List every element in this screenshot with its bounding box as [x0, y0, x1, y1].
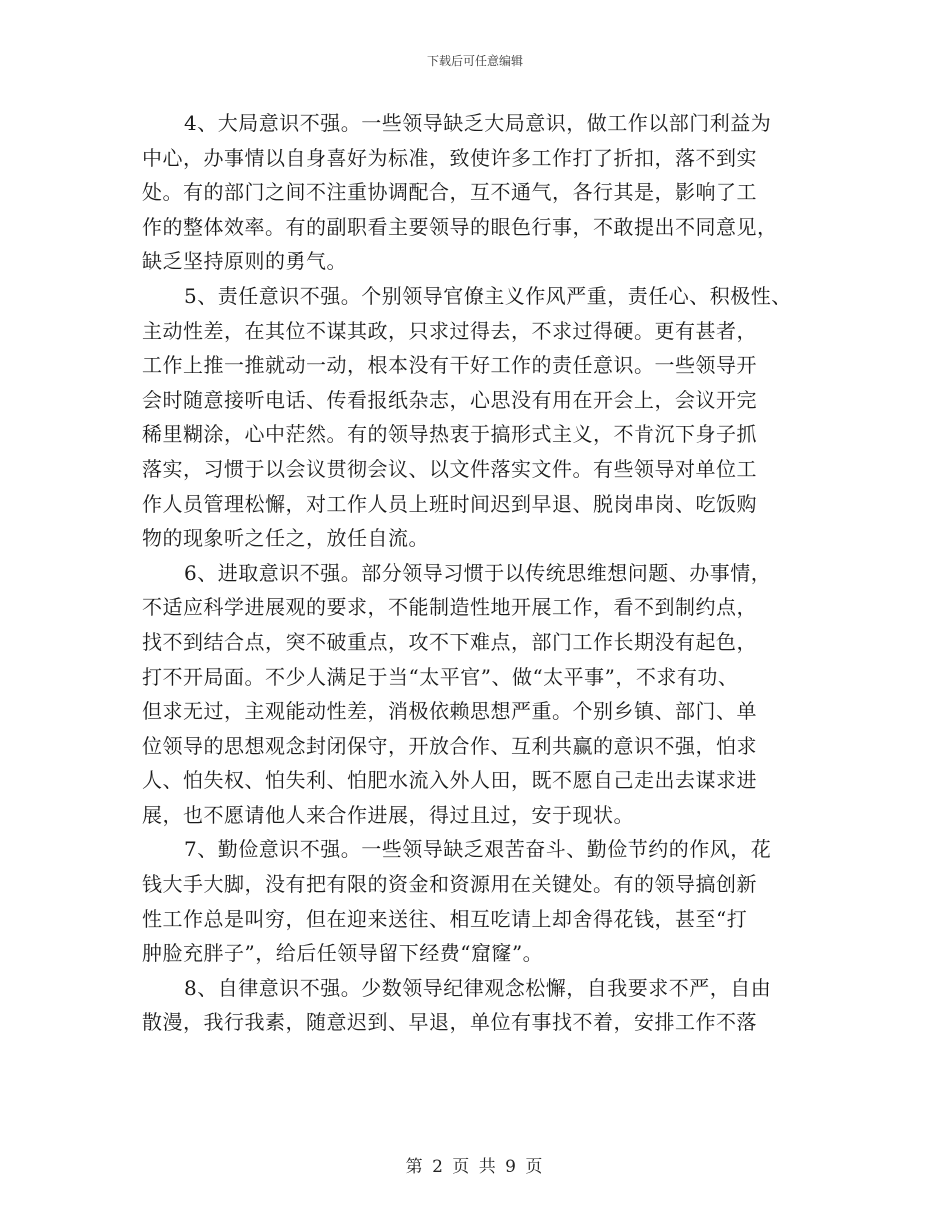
text-line: 6、进取意识不强。部分领导习惯于以传统思维想问题、办事情，: [184, 560, 772, 585]
text-line: 工作上推一推就动一动，根本没有干好工作的责任意识。一些领导开: [142, 353, 757, 378]
text-line: 稀里糊涂，心中茫然。有的领导热衷于搞形式主义，不肯沉下身子抓: [142, 422, 757, 447]
text-line: 但求无过，主观能动性差，消极依赖思想严重。个别乡镇、部门、单: [142, 699, 757, 724]
page-header: 下载后可任意编辑: [426, 54, 523, 68]
text-line: 散漫，我行我素，随意迟到、早退，单位有事找不着，安排工作不落: [142, 1010, 757, 1035]
document-body: [142, 106, 822, 1040]
text-line: 主动性差，在其位不谋其政，只求过得去，不求过得硬。更有甚者，: [142, 318, 757, 343]
text-line: 肿脸充胖子”，给后任领导留下经费“窟窿”。: [142, 941, 544, 966]
text-line: 会时随意接听电话、传看报纸杂志，心思没有用在开会上，会议开完: [142, 387, 757, 412]
text-line: 找不到结合点，突不破重点，攻不下难点，部门工作长期没有起色，: [142, 629, 757, 654]
text-line: 5、责任意识不强。个别领导官僚主义作风严重，责任心、积极性、: [184, 283, 792, 308]
text-line: 打不开局面。不少人满足于当“太平官”、做“太平事”，不求有功、: [142, 664, 739, 689]
text-line: 中心，办事情以自身喜好为标准，致使许多工作打了折扣，落不到实: [142, 145, 757, 170]
text-line: 缺乏坚持原则的勇气。: [142, 249, 347, 274]
text-line: 落实，习惯于以会议贯彻会议、以文件落实文件。有些领导对单位工: [142, 456, 757, 481]
page-footer: 第 2 页 共 9 页: [405, 1157, 545, 1177]
text-line: 作的整体效率。有的副职看主要领导的眼色行事，不敢提出不同意见，: [142, 214, 778, 239]
text-line: 7、勤俭意识不强。一些领导缺乏艰苦奋斗、勤俭节约的作风，花: [184, 837, 772, 862]
text-line: 不适应科学进展观的要求，不能制造性地开展工作，看不到制约点，: [142, 595, 757, 620]
text-line: 展，也不愿请他人来合作进展，得过且过，安于现状。: [142, 802, 634, 827]
text-line: 作人员管理松懈，对工作人员上班时间迟到早退、脱岗串岗、吃饭购: [142, 491, 757, 516]
text-line: 物的现象听之任之，放任自流。: [142, 526, 429, 551]
text-line: 人、怕失权、怕失利、怕肥水流入外人田，既不愿自己走出去谋求进: [142, 768, 757, 793]
text-line: 位领导的思想观念封闭保守，开放合作、互利共赢的意识不强，怕求: [142, 733, 757, 758]
text-line: 性工作总是叫穷，但在迎来送往、相互吃请上却舍得花钱，甚至“打: [142, 906, 748, 931]
text-line: 处。有的部门之间不注重协调配合，互不通气，各行其是，影响了工: [142, 180, 757, 205]
text-line: 钱大手大脚，没有把有限的资金和资源用在关键处。有的领导搞创新: [142, 872, 757, 897]
text-line: 8、自律意识不强。少数领导纪律观念松懈，自我要求不严，自由: [184, 975, 772, 1000]
text-line: 4、大局意识不强。一些领导缺乏大局意识，做工作以部门利益为: [184, 111, 772, 135]
